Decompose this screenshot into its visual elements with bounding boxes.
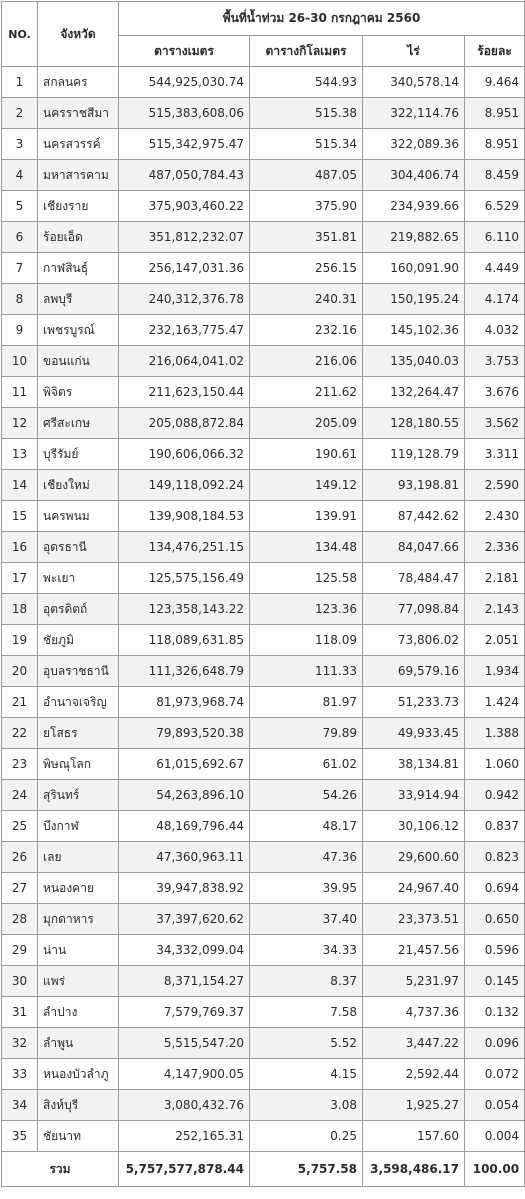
cell-no: 15 [2, 501, 38, 532]
cell-percent: 8.459 [465, 160, 525, 191]
cell-sq-m: 48,169,796.44 [119, 811, 250, 842]
cell-no: 19 [2, 625, 38, 656]
column-header-sq-m: ตารางเมตร [119, 36, 250, 67]
cell-sq-m: 7,579,769.37 [119, 997, 250, 1028]
cell-no: 10 [2, 346, 38, 377]
table-row [2, 439, 525, 470]
cell-sq-m: 134,476,251.15 [119, 532, 250, 563]
table-row [2, 253, 525, 284]
cell-sq-km: 487.05 [250, 160, 363, 191]
cell-sq-m: 375,903,460.22 [119, 191, 250, 222]
cell-no: 24 [2, 780, 38, 811]
cell-rai: 119,128.79 [363, 439, 465, 470]
cell-province: ลำปาง [38, 997, 119, 1028]
cell-sq-m: 123,358,143.22 [119, 594, 250, 625]
cell-no: 28 [2, 904, 38, 935]
cell-rai: 234,939.66 [363, 191, 465, 222]
cell-rai: 157.60 [363, 1121, 465, 1152]
cell-sq-m: 47,360,963.11 [119, 842, 250, 873]
table-row [2, 129, 525, 160]
cell-province: บึงกาฬ [38, 811, 119, 842]
cell-no: 21 [2, 687, 38, 718]
cell-rai: 77,098.84 [363, 594, 465, 625]
cell-sq-km: 39.95 [250, 873, 363, 904]
cell-rai: 4,737.36 [363, 997, 465, 1028]
cell-percent: 2.430 [465, 501, 525, 532]
cell-province: พิจิตร [38, 377, 119, 408]
cell-percent: 6.529 [465, 191, 525, 222]
cell-no: 7 [2, 253, 38, 284]
cell-sq-m: 515,342,975.47 [119, 129, 250, 160]
cell-no: 32 [2, 1028, 38, 1059]
cell-no: 29 [2, 935, 38, 966]
cell-sq-km: 216.06 [250, 346, 363, 377]
table-row [2, 718, 525, 749]
cell-percent: 3.311 [465, 439, 525, 470]
cell-sq-m: 351,812,232.07 [119, 222, 250, 253]
cell-sq-km: 8.37 [250, 966, 363, 997]
cell-no: 33 [2, 1059, 38, 1090]
cell-no: 9 [2, 315, 38, 346]
cell-province: เพชรบูรณ์ [38, 315, 119, 346]
cell-percent: 4.174 [465, 284, 525, 315]
table-row [2, 966, 525, 997]
cell-rai: 69,579.16 [363, 656, 465, 687]
table-row [2, 594, 525, 625]
cell-province: สิงห์บุรี [38, 1090, 119, 1121]
table-row [2, 346, 525, 377]
cell-rai: 93,198.81 [363, 470, 465, 501]
cell-sq-m: 139,908,184.53 [119, 501, 250, 532]
table-row [2, 563, 525, 594]
cell-rai: 150,195.24 [363, 284, 465, 315]
table-row [2, 780, 525, 811]
table-row [2, 1090, 525, 1121]
cell-percent: 2.590 [465, 470, 525, 501]
cell-percent: 8.951 [465, 98, 525, 129]
cell-no: 25 [2, 811, 38, 842]
table-row [2, 656, 525, 687]
cell-sq-m: 216,064,041.02 [119, 346, 250, 377]
table-row [2, 160, 525, 191]
column-header-sq-km: ตารางกิโลเมตร [250, 36, 363, 67]
cell-sq-m: 544,925,030.74 [119, 67, 250, 98]
table-row [2, 811, 525, 842]
cell-sq-km: 256.15 [250, 253, 363, 284]
cell-province: เชียงราย [38, 191, 119, 222]
cell-sq-km: 205.09 [250, 408, 363, 439]
cell-sq-km: 211.62 [250, 377, 363, 408]
cell-province: ศรีสะเกษ [38, 408, 119, 439]
table-row [2, 408, 525, 439]
cell-sq-m: 79,893,520.38 [119, 718, 250, 749]
cell-percent: 1.388 [465, 718, 525, 749]
cell-sq-km: 118.09 [250, 625, 363, 656]
column-header-no: NO. [2, 2, 38, 67]
cell-no: 22 [2, 718, 38, 749]
cell-province: สกลนคร [38, 67, 119, 98]
cell-province: นครสวรรค์ [38, 129, 119, 160]
cell-sq-m: 39,947,838.92 [119, 873, 250, 904]
cell-sq-m: 256,147,031.36 [119, 253, 250, 284]
table-row [2, 842, 525, 873]
cell-no: 1 [2, 67, 38, 98]
cell-province: สุรินทร์ [38, 780, 119, 811]
table-row [2, 1028, 525, 1059]
cell-rai: 33,914.94 [363, 780, 465, 811]
cell-rai: 160,091.90 [363, 253, 465, 284]
cell-sq-km: 240.31 [250, 284, 363, 315]
cell-province: อุดรธานี [38, 532, 119, 563]
cell-percent: 0.596 [465, 935, 525, 966]
cell-percent: 4.032 [465, 315, 525, 346]
cell-rai: 73,806.02 [363, 625, 465, 656]
cell-rai: 51,233.73 [363, 687, 465, 718]
table-row [2, 222, 525, 253]
cell-percent: 0.072 [465, 1059, 525, 1090]
cell-no: 14 [2, 470, 38, 501]
cell-percent: 0.132 [465, 997, 525, 1028]
cell-no: 8 [2, 284, 38, 315]
total-rai: 3,598,486.17 [363, 1152, 465, 1187]
table-row [2, 1121, 525, 1152]
cell-province: เชียงใหม่ [38, 470, 119, 501]
cell-sq-m: 37,397,620.62 [119, 904, 250, 935]
cell-rai: 135,040.03 [363, 346, 465, 377]
cell-no: 5 [2, 191, 38, 222]
cell-sq-km: 375.90 [250, 191, 363, 222]
table-footer [2, 1152, 525, 1187]
cell-percent: 2.143 [465, 594, 525, 625]
cell-rai: 24,967.40 [363, 873, 465, 904]
cell-percent: 3.676 [465, 377, 525, 408]
cell-sq-km: 48.17 [250, 811, 363, 842]
cell-rai: 132,264.47 [363, 377, 465, 408]
group-header-title: พื้นที่น้ำท่วม 26-30 กรกฎาคม 2560 [119, 2, 525, 36]
cell-rai: 23,373.51 [363, 904, 465, 935]
cell-percent: 1.060 [465, 749, 525, 780]
cell-percent: 0.650 [465, 904, 525, 935]
cell-province: กาฬสินธุ์ [38, 253, 119, 284]
cell-sq-km: 125.58 [250, 563, 363, 594]
cell-percent: 6.110 [465, 222, 525, 253]
table-row [2, 997, 525, 1028]
table-row [2, 749, 525, 780]
table-row [2, 1059, 525, 1090]
cell-sq-km: 149.12 [250, 470, 363, 501]
table-row [2, 284, 525, 315]
cell-no: 2 [2, 98, 38, 129]
cell-sq-m: 61,015,692.67 [119, 749, 250, 780]
cell-no: 35 [2, 1121, 38, 1152]
cell-no: 18 [2, 594, 38, 625]
table-header [2, 2, 525, 67]
table-row [2, 315, 525, 346]
cell-rai: 128,180.55 [363, 408, 465, 439]
cell-rai: 145,102.36 [363, 315, 465, 346]
cell-province: อำนาจเจริญ [38, 687, 119, 718]
cell-sq-m: 8,371,154.27 [119, 966, 250, 997]
cell-rai: 78,484.47 [363, 563, 465, 594]
total-label: รวม [2, 1152, 119, 1187]
flood-area-table [1, 1, 525, 1187]
cell-sq-km: 61.02 [250, 749, 363, 780]
cell-sq-km: 351.81 [250, 222, 363, 253]
cell-rai: 87,442.62 [363, 501, 465, 532]
cell-no: 12 [2, 408, 38, 439]
table-row [2, 501, 525, 532]
cell-no: 31 [2, 997, 38, 1028]
cell-sq-m: 205,088,872.84 [119, 408, 250, 439]
cell-no: 30 [2, 966, 38, 997]
cell-sq-km: 123.36 [250, 594, 363, 625]
cell-sq-m: 34,332,099.04 [119, 935, 250, 966]
cell-province: หนองบัวลำภู [38, 1059, 119, 1090]
cell-sq-m: 111,326,648.79 [119, 656, 250, 687]
cell-percent: 0.823 [465, 842, 525, 873]
cell-percent: 2.181 [465, 563, 525, 594]
cell-sq-m: 3,080,432.76 [119, 1090, 250, 1121]
cell-province: อุบลราชธานี [38, 656, 119, 687]
cell-province: มหาสารคาม [38, 160, 119, 191]
cell-percent: 0.837 [465, 811, 525, 842]
cell-sq-m: 515,383,608.06 [119, 98, 250, 129]
cell-percent: 2.336 [465, 532, 525, 563]
cell-province: อุตรดิตถ์ [38, 594, 119, 625]
cell-rai: 21,457.56 [363, 935, 465, 966]
table-body [2, 67, 525, 1152]
cell-rai: 322,114.76 [363, 98, 465, 129]
cell-province: ยโสธร [38, 718, 119, 749]
cell-province: บุรีรัมย์ [38, 439, 119, 470]
total-sq-m: 5,757,577,878.44 [119, 1152, 250, 1187]
table-row [2, 873, 525, 904]
cell-province: ชัยนาท [38, 1121, 119, 1152]
cell-province: พิษณุโลก [38, 749, 119, 780]
cell-sq-m: 211,623,150.44 [119, 377, 250, 408]
cell-percent: 0.942 [465, 780, 525, 811]
table-row [2, 532, 525, 563]
cell-sq-m: 81,973,968.74 [119, 687, 250, 718]
cell-percent: 1.934 [465, 656, 525, 687]
cell-no: 4 [2, 160, 38, 191]
cell-no: 16 [2, 532, 38, 563]
cell-sq-km: 81.97 [250, 687, 363, 718]
cell-rai: 30,106.12 [363, 811, 465, 842]
cell-rai: 1,925.27 [363, 1090, 465, 1121]
cell-sq-km: 232.16 [250, 315, 363, 346]
cell-no: 20 [2, 656, 38, 687]
cell-sq-km: 79.89 [250, 718, 363, 749]
cell-sq-km: 515.34 [250, 129, 363, 160]
cell-no: 17 [2, 563, 38, 594]
cell-province: ลำพูน [38, 1028, 119, 1059]
cell-sq-km: 7.58 [250, 997, 363, 1028]
cell-province: นครพนม [38, 501, 119, 532]
cell-rai: 84,047.66 [363, 532, 465, 563]
cell-sq-km: 34.33 [250, 935, 363, 966]
cell-sq-km: 190.61 [250, 439, 363, 470]
cell-no: 27 [2, 873, 38, 904]
cell-sq-m: 125,575,156.49 [119, 563, 250, 594]
cell-province: พะเยา [38, 563, 119, 594]
cell-sq-m: 190,606,066.32 [119, 439, 250, 470]
table-row [2, 67, 525, 98]
cell-rai: 5,231.97 [363, 966, 465, 997]
table-row [2, 935, 525, 966]
cell-no: 26 [2, 842, 38, 873]
cell-rai: 38,134.81 [363, 749, 465, 780]
cell-rai: 219,882.65 [363, 222, 465, 253]
cell-percent: 0.694 [465, 873, 525, 904]
cell-sq-m: 118,089,631.85 [119, 625, 250, 656]
table-row [2, 625, 525, 656]
cell-sq-km: 0.25 [250, 1121, 363, 1152]
cell-sq-m: 5,515,547.20 [119, 1028, 250, 1059]
cell-province: เลย [38, 842, 119, 873]
cell-percent: 0.054 [465, 1090, 525, 1121]
cell-province: แพร่ [38, 966, 119, 997]
total-sq-km: 5,757.58 [250, 1152, 363, 1187]
column-header-province: จังหวัด [38, 2, 119, 67]
total-percent: 100.00 [465, 1152, 525, 1187]
cell-sq-km: 37.40 [250, 904, 363, 935]
table-row [2, 377, 525, 408]
table-row [2, 470, 525, 501]
cell-no: 13 [2, 439, 38, 470]
cell-percent: 0.096 [465, 1028, 525, 1059]
cell-province: ลพบุรี [38, 284, 119, 315]
cell-province: ขอนแก่น [38, 346, 119, 377]
cell-percent: 3.562 [465, 408, 525, 439]
cell-sq-km: 54.26 [250, 780, 363, 811]
cell-province: นครราชสีมา [38, 98, 119, 129]
cell-sq-km: 134.48 [250, 532, 363, 563]
cell-rai: 322,089.36 [363, 129, 465, 160]
cell-percent: 9.464 [465, 67, 525, 98]
cell-province: ร้อยเอ็ด [38, 222, 119, 253]
cell-sq-km: 47.36 [250, 842, 363, 873]
cell-sq-m: 4,147,900.05 [119, 1059, 250, 1090]
cell-percent: 0.004 [465, 1121, 525, 1152]
table-row [2, 98, 525, 129]
cell-sq-km: 544.93 [250, 67, 363, 98]
cell-sq-km: 3.08 [250, 1090, 363, 1121]
cell-sq-km: 5.52 [250, 1028, 363, 1059]
cell-sq-m: 252,165.31 [119, 1121, 250, 1152]
cell-rai: 340,578.14 [363, 67, 465, 98]
cell-province: หนองคาย [38, 873, 119, 904]
cell-no: 3 [2, 129, 38, 160]
cell-sq-km: 515.38 [250, 98, 363, 129]
cell-province: น่าน [38, 935, 119, 966]
cell-no: 11 [2, 377, 38, 408]
total-row [2, 1152, 525, 1187]
cell-sq-m: 240,312,376.78 [119, 284, 250, 315]
column-header-rai: ไร่ [363, 36, 465, 67]
cell-sq-km: 4.15 [250, 1059, 363, 1090]
cell-sq-m: 232,163,775.47 [119, 315, 250, 346]
cell-sq-m: 487,050,784.43 [119, 160, 250, 191]
cell-percent: 3.753 [465, 346, 525, 377]
cell-sq-km: 139.91 [250, 501, 363, 532]
table-row [2, 904, 525, 935]
cell-no: 34 [2, 1090, 38, 1121]
cell-province: มุกดาหาร [38, 904, 119, 935]
cell-percent: 4.449 [465, 253, 525, 284]
cell-sq-km: 111.33 [250, 656, 363, 687]
cell-rai: 49,933.45 [363, 718, 465, 749]
cell-no: 23 [2, 749, 38, 780]
cell-rai: 2,592.44 [363, 1059, 465, 1090]
cell-percent: 8.951 [465, 129, 525, 160]
cell-rai: 29,600.60 [363, 842, 465, 873]
cell-province: ชัยภูมิ [38, 625, 119, 656]
cell-sq-m: 54,263,896.10 [119, 780, 250, 811]
table-row [2, 687, 525, 718]
table-row [2, 191, 525, 222]
cell-rai: 304,406.74 [363, 160, 465, 191]
cell-percent: 0.145 [465, 966, 525, 997]
column-header-percent: ร้อยละ [465, 36, 525, 67]
cell-rai: 3,447.22 [363, 1028, 465, 1059]
cell-sq-m: 149,118,092.24 [119, 470, 250, 501]
cell-percent: 1.424 [465, 687, 525, 718]
cell-no: 6 [2, 222, 38, 253]
cell-percent: 2.051 [465, 625, 525, 656]
